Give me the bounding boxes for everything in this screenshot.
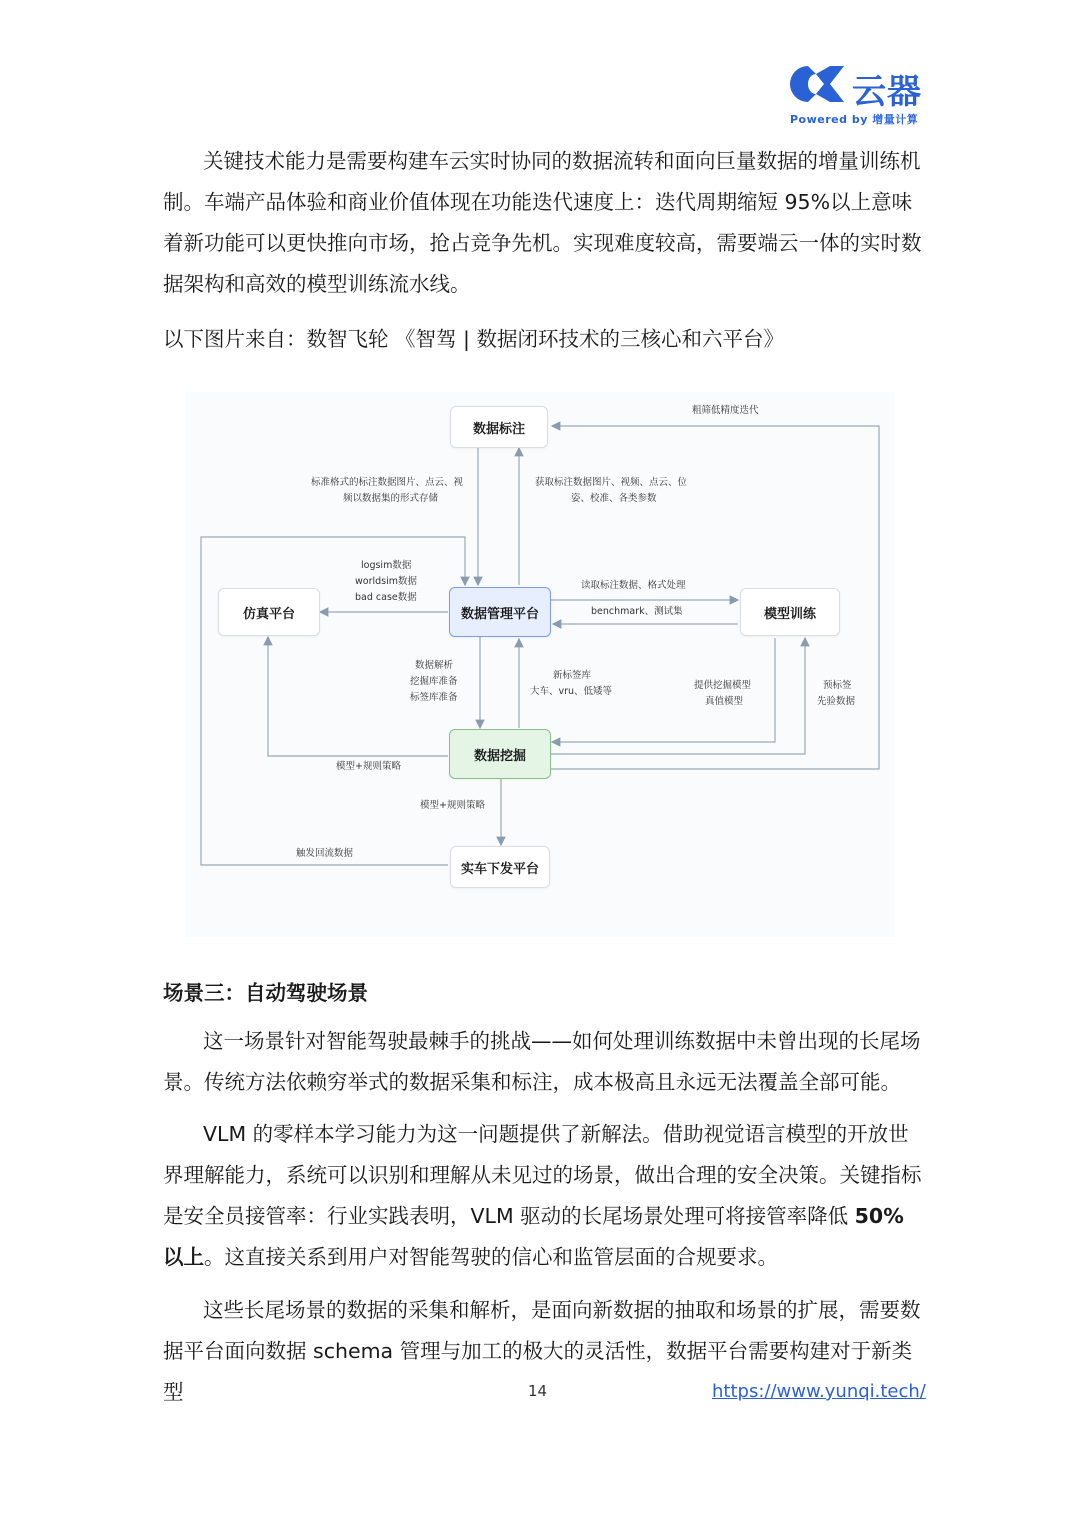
label-strategy-left: 模型+规则策略 [336, 761, 401, 772]
label-sim-1: logsim数据 [361, 560, 412, 571]
label-store-2: 频以数据集的形式存储 [343, 493, 439, 504]
label-newtag-1: 新标签库 [553, 670, 592, 681]
brand-logo [786, 62, 926, 128]
footer-link[interactable]: https://www.yunqi.tech/ [712, 1381, 926, 1402]
label-bench: benchmark、测试集 [591, 606, 683, 617]
paragraph-long-tail: 这一场景针对智能驾驶最棘手的挑战——如何处理训练数据中未曾出现的长尾场景。传统方法依赖穷举式的数据采集和标注，成本极高且永远无法覆盖全部可能。 [163, 1029, 921, 1094]
node-data-management: 数据管理平台 [449, 587, 551, 637]
brand-tagline: Powered by 增量计算 [790, 113, 919, 126]
label-fetch-2: 姿、校准、各类参数 [571, 493, 657, 504]
paragraph-vlm: VLM 的零样本学习能力为这一问题提供了新解法。借助视觉语言模型的开放世界理解能力，系统可以识别和理解从未见过的场景，做出合理的安全决策。关键指标是安全员接管率：行业实践表明，VLM 驱动的长尾场景处理可将接管率降低 50%以上。这直接关系到用户对智能驾驶的信心和监管层面的合规要求。 [163, 1122, 922, 1269]
data-loop-diagram [185, 392, 895, 937]
label-parse-3: 标签库准备 [410, 692, 458, 703]
label-parse-2: 挖掘库准备 [410, 676, 458, 687]
brand-name: 云器 [852, 72, 922, 112]
label-trigger: 触发回流数据 [296, 848, 354, 859]
label-provide-1: 提供挖掘模型 [694, 680, 752, 691]
label-pre-2: 先验数据 [817, 696, 856, 707]
label-read: 读取标注数据、格式处理 [581, 580, 686, 591]
logo-mark-icon [786, 62, 848, 106]
figure-source-caption: 以下图片来自：数智飞轮 《智驾 | 数据闭环技术的三核心和六平台》 [163, 327, 784, 351]
label-parse-1: 数据解析 [415, 660, 454, 671]
section-heading: 场景三：自动驾驶场景 [163, 981, 368, 1005]
node-simulation: 仿真平台 [218, 588, 320, 636]
label-sim-3: bad case数据 [355, 592, 417, 603]
paragraph-data-platform: 这些长尾场景的数据的采集和解析，是面向新数据的抽取和场景的扩展，需要数据平台面向数据 schema 管理与加工的极大的灵活性，数据平台需要构建对于新类型 [163, 1298, 921, 1404]
label-pre-1: 预标签 [823, 680, 852, 691]
node-vehicle-deploy: 实车下发平台 [450, 846, 550, 888]
label-provide-2: 真值模型 [705, 696, 744, 707]
label-sim-2: worldsim数据 [355, 576, 418, 587]
label-store-1: 标准格式的标注数据图片、点云、视 [311, 477, 464, 488]
page-number: 14 [528, 1382, 548, 1400]
highlight-metric: 50%以上 [163, 1204, 904, 1269]
node-annotation: 数据标注 [450, 406, 548, 448]
label-strategy-down: 模型+规则策略 [420, 800, 485, 811]
label-fetch-1: 获取标注数据图片、视频、点云、位 [535, 477, 688, 488]
label-newtag-2: 大车、vru、低矮等 [530, 686, 613, 697]
node-data-mining: 数据挖掘 [449, 729, 551, 779]
paragraph-key-capability: 关键技术能力是需要构建车云实时协同的数据流转和面向巨量数据的增量训练机制。车端产品体验和商业价值体现在功能迭代速度上：迭代周期缩短 95%以上意味着新功能可以更快推向市场，抢占竞争先机。实现难度较高，需要端云一体的实时数据架构和高效的模型训练流水线。 [163, 149, 922, 296]
node-model-training: 模型训练 [740, 588, 840, 636]
label-coarse: 粗筛低精度迭代 [692, 405, 759, 416]
